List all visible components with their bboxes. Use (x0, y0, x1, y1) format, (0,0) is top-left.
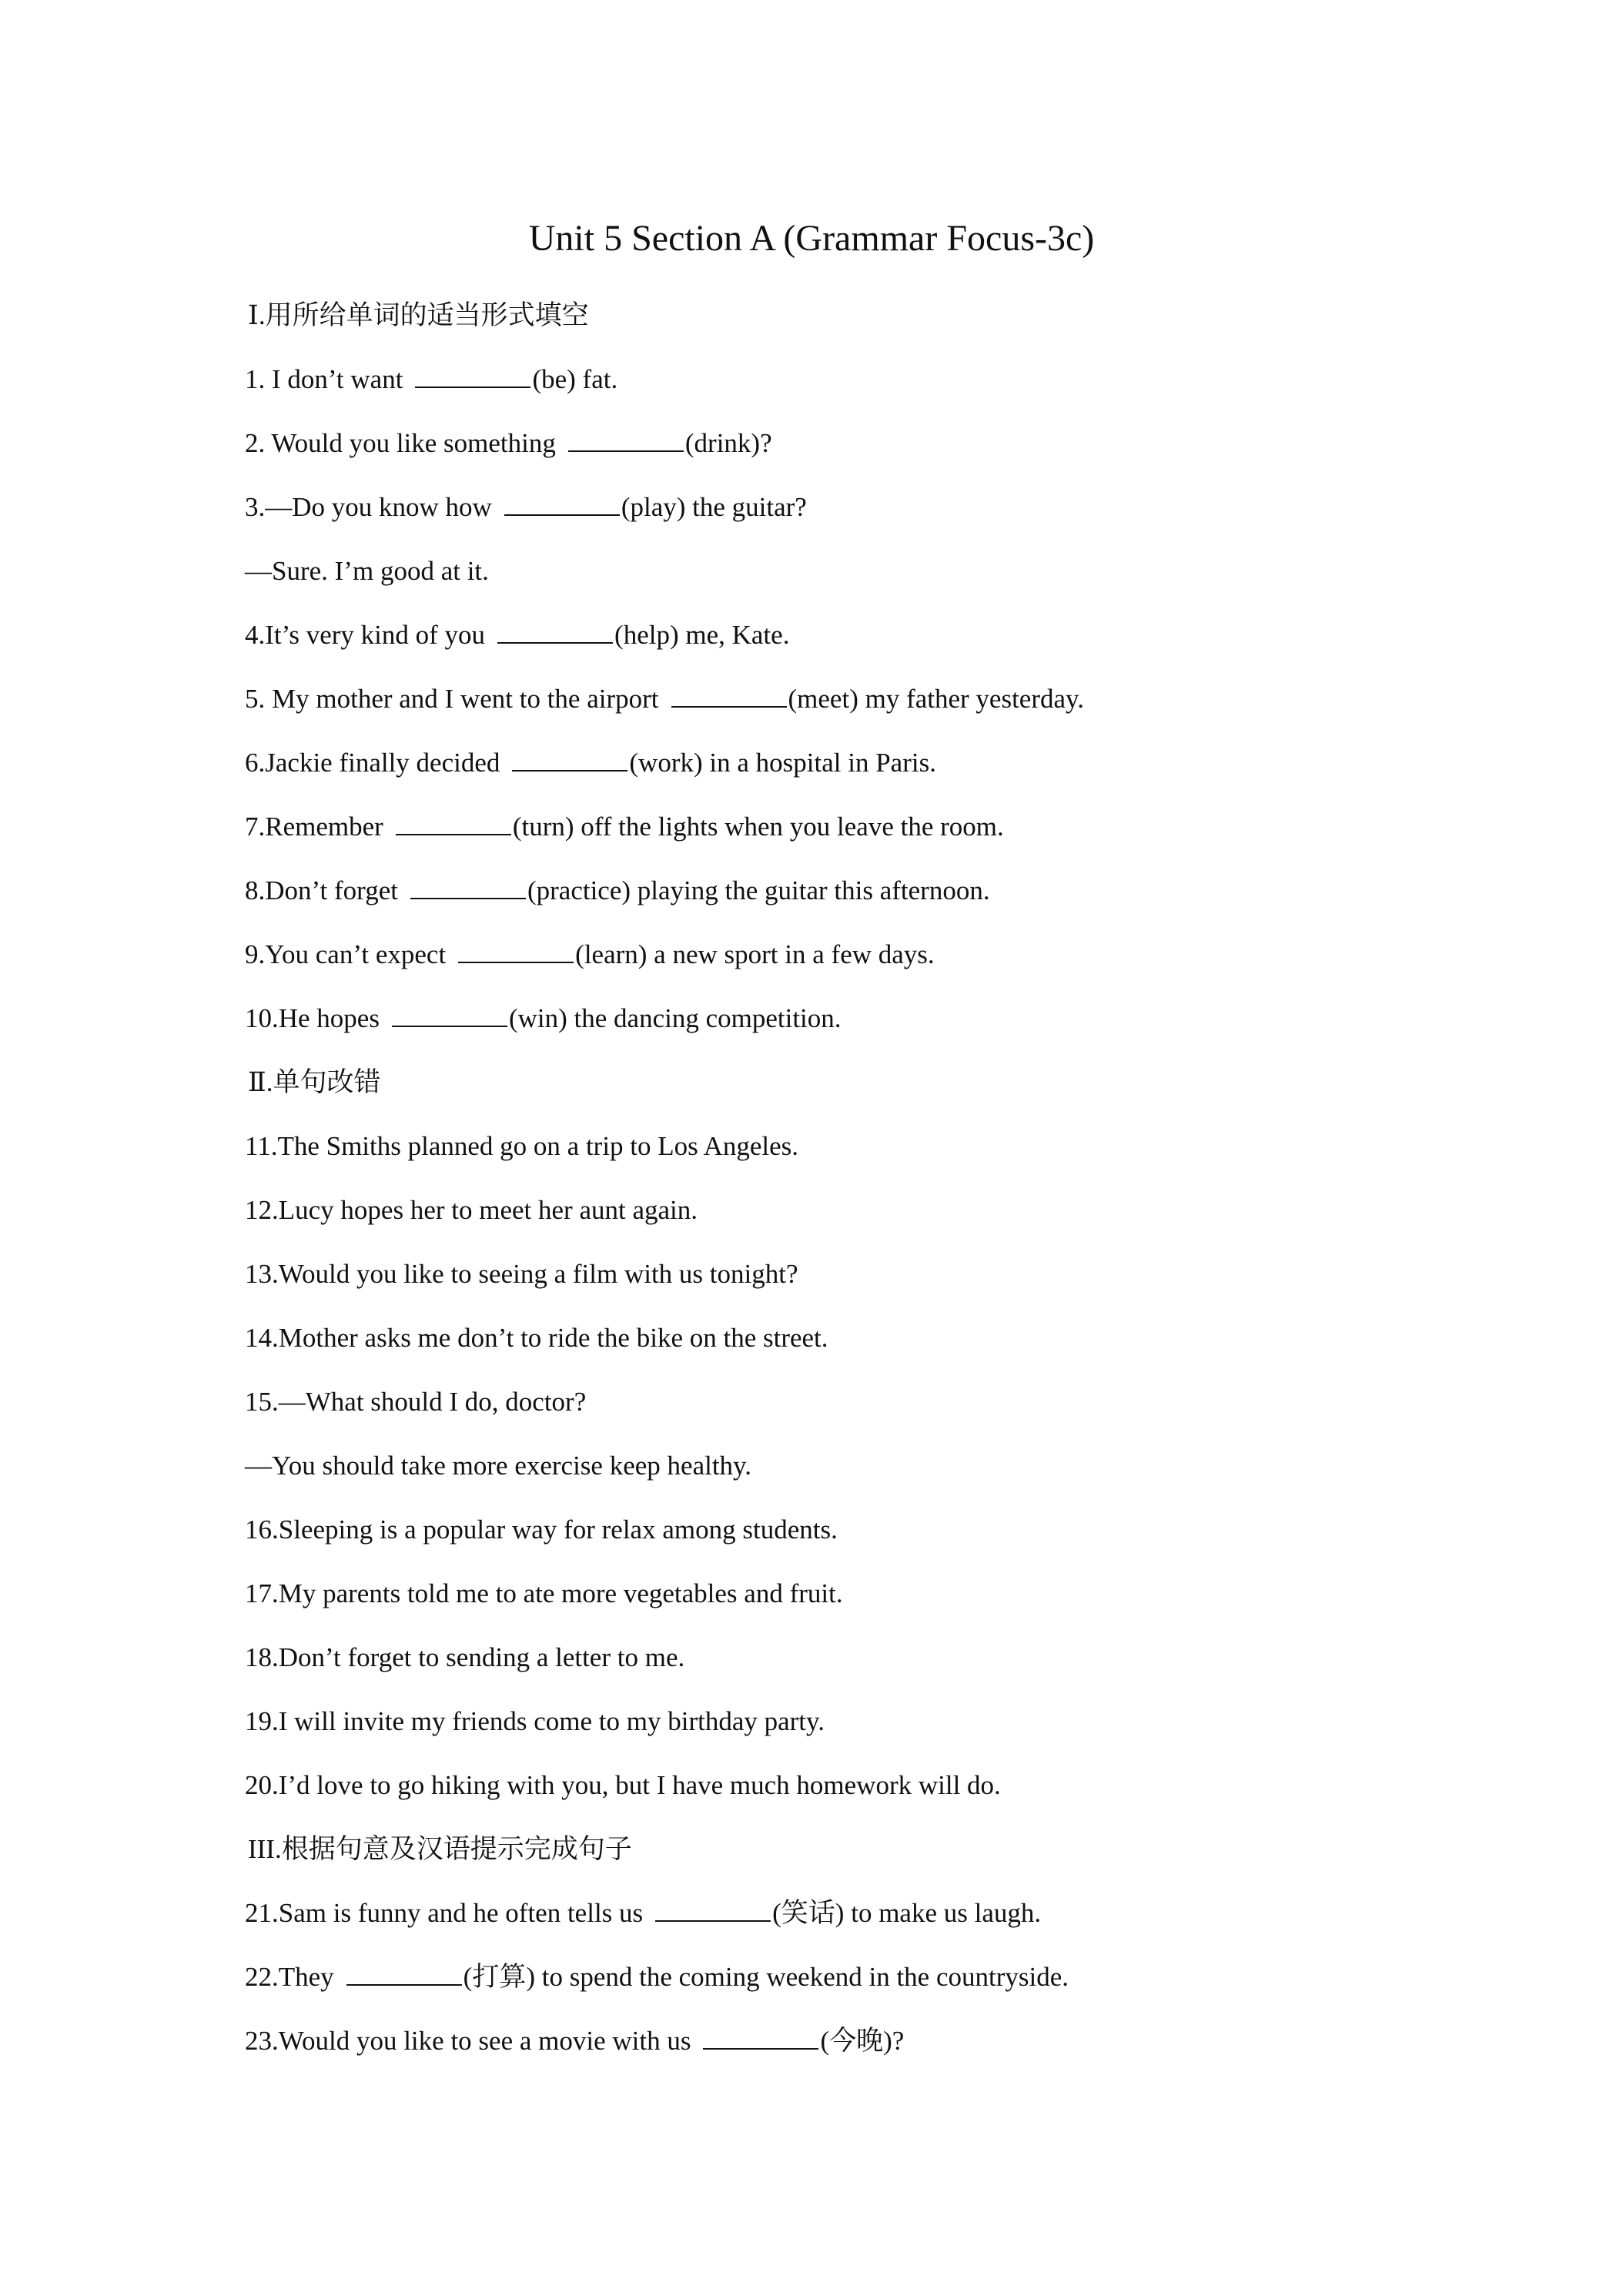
exercise-item: 23.Would you like to see a movie with us (今晚)? (245, 2026, 905, 2056)
exercise-item: 19.I will invite my friends come to my birthday party. (245, 1706, 825, 1736)
answer-blank[interactable] (346, 1961, 462, 1986)
exercise-item: —Sure. I’m good at it. (245, 556, 489, 586)
section-heading: III.根据句意及汉语提示完成句子 (248, 1834, 632, 1864)
exercise-item: 11.The Smiths planned go on a trip to Los Angeles. (245, 1131, 799, 1161)
answer-blank[interactable] (458, 939, 574, 963)
answer-blank[interactable] (671, 683, 787, 708)
exercise-item: 20.I’d love to go hiking with you, but I have much homework will do. (245, 1770, 1001, 1800)
exercise-item: 4.It’s very kind of you (help) me, Kate. (245, 620, 790, 650)
exercise-item: 10.He hopes (win) the dancing competition. (245, 1003, 842, 1033)
worksheet-content (245, 283, 1446, 2073)
exercise-item: 7.Remember (turn) off the lights when you leave the room. (245, 812, 1004, 842)
answer-blank[interactable] (512, 747, 627, 771)
answer-blank[interactable] (410, 875, 526, 899)
exercise-item: 5. My mother and I went to the airport (meet) my father yesterday. (245, 684, 1085, 714)
section-heading: Ⅱ.单句改错 (248, 1067, 381, 1097)
exercise-item: 17.My parents told me to ate more vegetables and fruit. (245, 1578, 843, 1608)
answer-blank[interactable] (504, 491, 620, 516)
answer-blank[interactable] (392, 1002, 507, 1027)
answer-blank[interactable] (415, 363, 530, 388)
page-title: Unit 5 Section A (Grammar Focus-3c) (528, 218, 1095, 259)
section-heading: Ⅰ.用所给单词的适当形式填空 (248, 300, 589, 330)
exercise-item: 1. I don’t want (be) fat. (245, 364, 618, 394)
answer-blank[interactable] (703, 2025, 818, 2050)
exercise-item: 22.They (打算) to spend the coming weekend in the countryside. (245, 1962, 1069, 1992)
exercise-item: 8.Don’t forget (practice) playing the guitar this afternoon. (245, 875, 990, 905)
exercise-item: 21.Sam is funny and he often tells us (笑话) to make us laugh. (245, 1898, 1042, 1928)
exercise-item: 14.Mother asks me don’t to ride the bike on the street. (245, 1323, 828, 1353)
answer-blank[interactable] (655, 1897, 771, 1922)
answer-blank[interactable] (497, 619, 613, 644)
exercise-item: 9.You can’t expect (learn) a new sport in a few days. (245, 939, 935, 969)
answer-blank[interactable] (568, 427, 684, 452)
exercise-item: —You should take more exercise keep healthy. (245, 1451, 752, 1481)
exercise-item: 2. Would you like something (drink)? (245, 428, 772, 458)
answer-blank[interactable] (396, 811, 511, 835)
exercise-item: 13.Would you like to seeing a film with us tonight? (245, 1259, 798, 1289)
exercise-item: 12.Lucy hopes her to meet her aunt again. (245, 1195, 698, 1225)
exercise-item: 18.Don’t forget to sending a letter to me. (245, 1642, 685, 1672)
exercise-item: 3.—Do you know how (play) the guitar? (245, 492, 807, 522)
exercise-item: 15.—What should I do, doctor? (245, 1387, 587, 1417)
exercise-item: 6.Jackie finally decided (work) in a hospital in Paris. (245, 748, 936, 778)
exercise-item: 16.Sleeping is a popular way for relax among students. (245, 1514, 838, 1545)
